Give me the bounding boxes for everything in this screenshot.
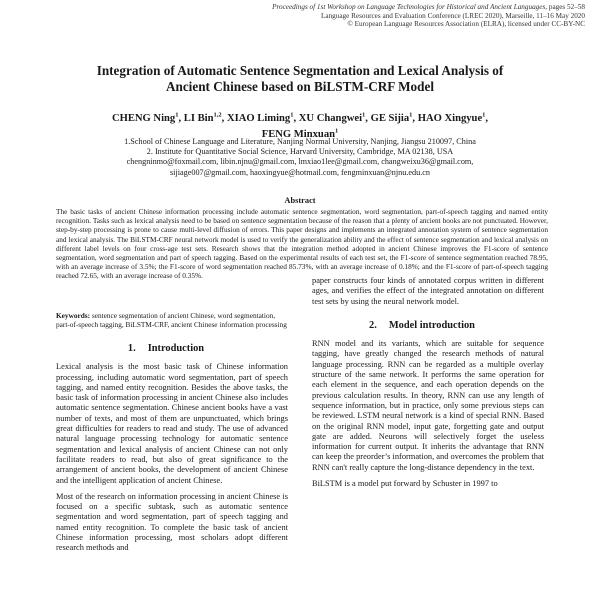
author-separator: , (412, 112, 418, 124)
author-separator: , (293, 112, 299, 124)
author-name: XIAO Liming (226, 112, 291, 124)
intro-continued-paragraph: paper constructs four kinds of annotated corpus written in different ages, and verifies the effect of the integrated annotation on different test sets by using the neural network model. (312, 276, 544, 306)
abstract-text: The basic tasks of ancient Chinese information processing include automatic sentence segmentation, word segmentation, part-of-speech tagging and named entity recognition. Tasks such as lexical analysis need to be based on sentence segmentation because of the reason that a plenty of ancient books are not punctuated. However, step-by-step processing is prone to cause multi-level diffusion of errors. This paper designs and implements an integrated annotation system of sentence segmentation and lexical analysis. The BiLSTM-CRF neural network model is used to verify the generalization ability and the effect of sentence segmentation and lexical analysis on different label levels on four cross-age test sets. Research shows that the integration method adopted in ancient Chinese improves the F1-score of sentence segmentation, word segmentation and part of speech tagging. Based on the experimental results of each test set, the F1-score of sentence segmentation reached 78.95, with an average increase of 3.5%; the F1-score of word segmentation reached 85.73%, with an average increase of 0.18%; and the F1-score of part-of-speech tagging reached 72.65, with an average increase of 0.35%. (56, 207, 548, 281)
author-name: FENG Minxuan (261, 129, 336, 141)
author-name: CHENG Ning (111, 112, 176, 124)
author-affiliation-mark: 1 (362, 111, 366, 118)
author-affiliation-mark: 1 (335, 127, 339, 135)
author-name: LI Bin (183, 112, 214, 124)
abstract-heading: Abstract (284, 196, 316, 205)
proceedings-license: © European Language Resources Association (ELRA), licensed under CC-BY-NC (347, 20, 585, 29)
section-title: Introduction (147, 343, 205, 354)
author-separator: , (221, 112, 227, 124)
proceedings-header (165, 3, 585, 29)
author-separator: , (178, 112, 184, 124)
author-affiliation-mark: 1,2 (213, 111, 222, 118)
model-paragraph-2: BiLSTM is a model put forward by Schuster in 1997 to (312, 479, 498, 489)
section-heading-introduction (56, 344, 288, 354)
section-number: 1. (127, 343, 136, 354)
model-paragraph-1: RNN model and its variants, which are suitable for sequence tagging, have greatly changed the research methods of natural language processing. RNN can be regarded as a multiple overlay structure of the same network. It performs the same operation for each element in the sequence, and each operation depends on the previous calculation results. In theory, RNN can use any length of sequence information, but in practice, only some previous steps can be reviewed. LSTM neural network is a kind of special RNN. Based on the original RNN model, input gate, forgetting gate and output gate are added. Neurons will selectively forget the useless information for current output. It inherits the advantage that RNN can keep the preorder’s information, and overcomes the problem that RNN can't really capture the long-distance dependency in the text. (312, 339, 544, 472)
affiliations (40, 137, 560, 178)
author-separator: , (485, 112, 489, 124)
author-name: HAO Xingyue (417, 112, 483, 124)
author-name: GE Sijia (370, 112, 410, 124)
section-title: Model introduction (388, 319, 475, 331)
affiliation-2: 2. Institute for Quantitative Social Science, Harvard University, Cambridge, MA 02138, USA (146, 147, 454, 157)
proceedings-pages: , pages 52–58 (545, 3, 585, 11)
right-column (312, 276, 544, 495)
author-affiliation-mark: 1 (409, 111, 413, 118)
intro-paragraph-1: Lexical analysis is the most basic task of Chinese information processing, including automatic word segmentation, part of speech tagging, and named entity recognition. Besides the above tasks, the basic task of information processing in ancient Chinese also includes automatic sentence segmentation. Chinese ancient books have a vast number of texts, and most of them are unpunctuated, which brings great difficulties for readers to read and study. The use of advanced natural language processing technology for automatic sentence segmentation and lexical analysis of ancient Chinese can not only facilitate readers to read, but also of great significance to the arrangement of ancient books, the development of ancient Chinese and the intelligent application of ancient Chinese. (56, 362, 288, 485)
intro-paragraph-2: Most of the research on information processing in ancient Chinese is focused on a specific subtask, such as automatic sentence segmentation and word segmentation, part of speech tagging and named entity recognition. To complete the basic task of ancient Chinese information processing, most scholars adopt different research methods and (56, 491, 288, 553)
keywords (56, 311, 288, 330)
author-separator: , (365, 112, 371, 124)
keywords-text: sentence segmentation of ancient Chinese, word segmentation, part-of-speech tagging, BiLSTM-CRF, ancient Chinese information processing (56, 311, 287, 330)
author-affiliation-mark: 1 (175, 111, 179, 118)
author-name: XU Changwei (298, 112, 363, 124)
author (227, 113, 299, 124)
affiliation-1: 1.School of Chinese Language and Literature, Nanjing Normal University, Nanjing, Jiangsu 210097, China (124, 137, 476, 146)
author (418, 113, 488, 124)
section-number: 2. (369, 319, 377, 331)
proceedings-venue: Proceedings of 1st Workshop on Language Technologies for Historical and Ancient Languages (272, 3, 546, 11)
left-column (56, 338, 288, 560)
section-heading-model-introduction (312, 321, 544, 331)
title-line-1: Integration of Automatic Sentence Segmentation and Lexical Analysis of (96, 63, 504, 78)
author (371, 113, 418, 124)
keywords-label: Keywords: (56, 311, 91, 320)
author-emails-2: sijiage007@gmail.com, haoxingyue@hotmail.com, fengminxuan@njnu.edu.cn (169, 167, 430, 177)
author-affiliation-mark: 1 (482, 111, 486, 118)
author (299, 113, 371, 124)
author-emails-1: chengninmo@foxmail.com, libin.njnu@gmail.com, lmxiao1lee@gmail.com, changweixu36@gmail.com, (126, 157, 474, 167)
proceedings-conference: Language Resources and Evaluation Conference (LREC 2020), Marseille, 11–16 May 2020 (321, 11, 585, 20)
author (112, 113, 184, 124)
title-line-2: Ancient Chinese based on BiLSTM-CRF Model (165, 79, 435, 94)
author (184, 113, 227, 124)
author-affiliation-mark: 1 (290, 111, 294, 118)
paper-title (40, 63, 560, 95)
